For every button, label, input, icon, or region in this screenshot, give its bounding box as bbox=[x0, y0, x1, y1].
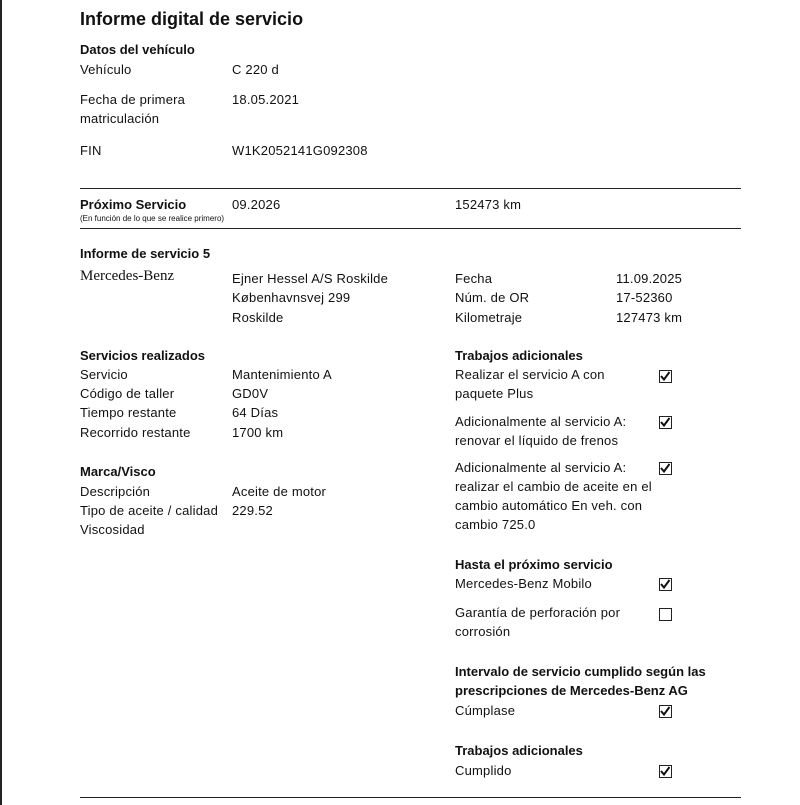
checkmark-icon bbox=[660, 706, 670, 716]
time-left-label: Tiempo restante bbox=[80, 405, 177, 420]
dealer-city: Roskilde bbox=[232, 310, 284, 325]
additional-work-item-3-checkbox[interactable] bbox=[659, 462, 672, 475]
page-title: Informe digital de servicio bbox=[80, 9, 304, 29]
additional-work-2-item-label: Cumplido bbox=[455, 763, 512, 778]
additional-work-item-2-label: Adicionalmente al servicio A: renovar el líquido de frenos bbox=[455, 414, 627, 448]
additional-work-heading: Trabajos adicionales bbox=[455, 348, 583, 363]
additional-work-2-heading: Trabajos adicionales bbox=[455, 743, 583, 758]
vehicle-data-heading: Datos del vehículo bbox=[80, 42, 195, 57]
checkmark-icon bbox=[660, 417, 670, 427]
next-service-date: 09.2026 bbox=[232, 197, 281, 212]
distance-left-label: Recorrido restante bbox=[80, 425, 191, 440]
distance-left-value: 1700 km bbox=[232, 425, 284, 440]
vehicle-value: C 220 d bbox=[232, 62, 279, 77]
additional-work-item-1-label: Realizar el servicio A con paquete Plus bbox=[455, 367, 605, 401]
next-service-note: (En función de lo que se realice primero) bbox=[80, 214, 225, 223]
workshop-code-value: GD0V bbox=[232, 386, 269, 401]
next-service-km: 152473 km bbox=[455, 197, 522, 212]
checkmark-icon bbox=[660, 371, 670, 381]
checkmark-icon bbox=[660, 766, 670, 776]
interval-item-label: Cúmplase bbox=[455, 703, 516, 718]
until-next-item-2-label: Garantía de perforación por corrosión bbox=[455, 605, 621, 639]
additional-work-2-item-checkbox[interactable] bbox=[659, 765, 672, 778]
brand-logo: Mercedes-Benz bbox=[80, 268, 175, 284]
interval-item-checkbox[interactable] bbox=[659, 705, 672, 718]
additional-work-item-1-checkbox[interactable] bbox=[659, 370, 672, 383]
divider-next-service bbox=[80, 228, 741, 229]
additional-work-item-3-label: Adicionalmente al servicio A: realizar el cambio de aceite en el cambio automático En veh. con cambio 725.0 bbox=[455, 460, 652, 532]
order-number-value: 17-52360 bbox=[616, 290, 673, 305]
interval-heading: Intervalo de servicio cumplido según las prescripciones de Mercedes-Benz AG bbox=[455, 664, 706, 698]
divider-bottom bbox=[80, 797, 741, 798]
first-registration-label: Fecha de primera matriculación bbox=[80, 92, 186, 126]
first-registration-value: 18.05.2021 bbox=[232, 92, 300, 107]
checkmark-icon bbox=[660, 463, 670, 473]
next-service-label: Próximo Servicio bbox=[80, 197, 187, 212]
service-report-heading: Informe de servicio 5 bbox=[80, 246, 211, 261]
checkmark-icon bbox=[660, 579, 670, 589]
oil-type-value: 229.52 bbox=[232, 503, 273, 518]
oil-heading: Marca/Visco bbox=[80, 464, 156, 479]
until-next-item-1-label: Mercedes-Benz Mobilo bbox=[455, 576, 592, 591]
dealer-name: Ejner Hessel A/S Roskilde bbox=[232, 271, 389, 286]
oil-description-label: Descripción bbox=[80, 484, 151, 499]
until-next-item-2-checkbox[interactable] bbox=[659, 608, 672, 621]
divider-top bbox=[80, 188, 741, 189]
time-left-value: 64 Días bbox=[232, 405, 279, 420]
services-performed-heading: Servicios realizados bbox=[80, 348, 206, 363]
service-value: Mantenimiento A bbox=[232, 367, 332, 382]
oil-type-label: Tipo de aceite / calidad bbox=[80, 503, 219, 518]
service-label: Servicio bbox=[80, 367, 128, 382]
mileage-value: 127473 km bbox=[616, 310, 683, 325]
additional-work-item-2-checkbox[interactable] bbox=[659, 416, 672, 429]
fin-label: FIN bbox=[80, 143, 102, 158]
dealer-street: Københavnsvej 299 bbox=[232, 290, 351, 305]
workshop-code-label: Código de taller bbox=[80, 386, 175, 401]
mileage-label: Kilometraje bbox=[455, 310, 523, 325]
until-next-service-heading: Hasta el próximo servicio bbox=[455, 557, 613, 572]
page-left-edge bbox=[0, 0, 2, 805]
order-number-label: Núm. de OR bbox=[455, 290, 530, 305]
report-date-label: Fecha bbox=[455, 271, 493, 286]
fin-value: W1K2052141G092308 bbox=[232, 143, 368, 158]
vehicle-label: Vehículo bbox=[80, 62, 132, 77]
until-next-item-1-checkbox[interactable] bbox=[659, 578, 672, 591]
report-date-value: 11.09.2025 bbox=[616, 271, 683, 286]
oil-description-value: Aceite de motor bbox=[232, 484, 327, 499]
viscosity-label: Viscosidad bbox=[80, 522, 145, 537]
